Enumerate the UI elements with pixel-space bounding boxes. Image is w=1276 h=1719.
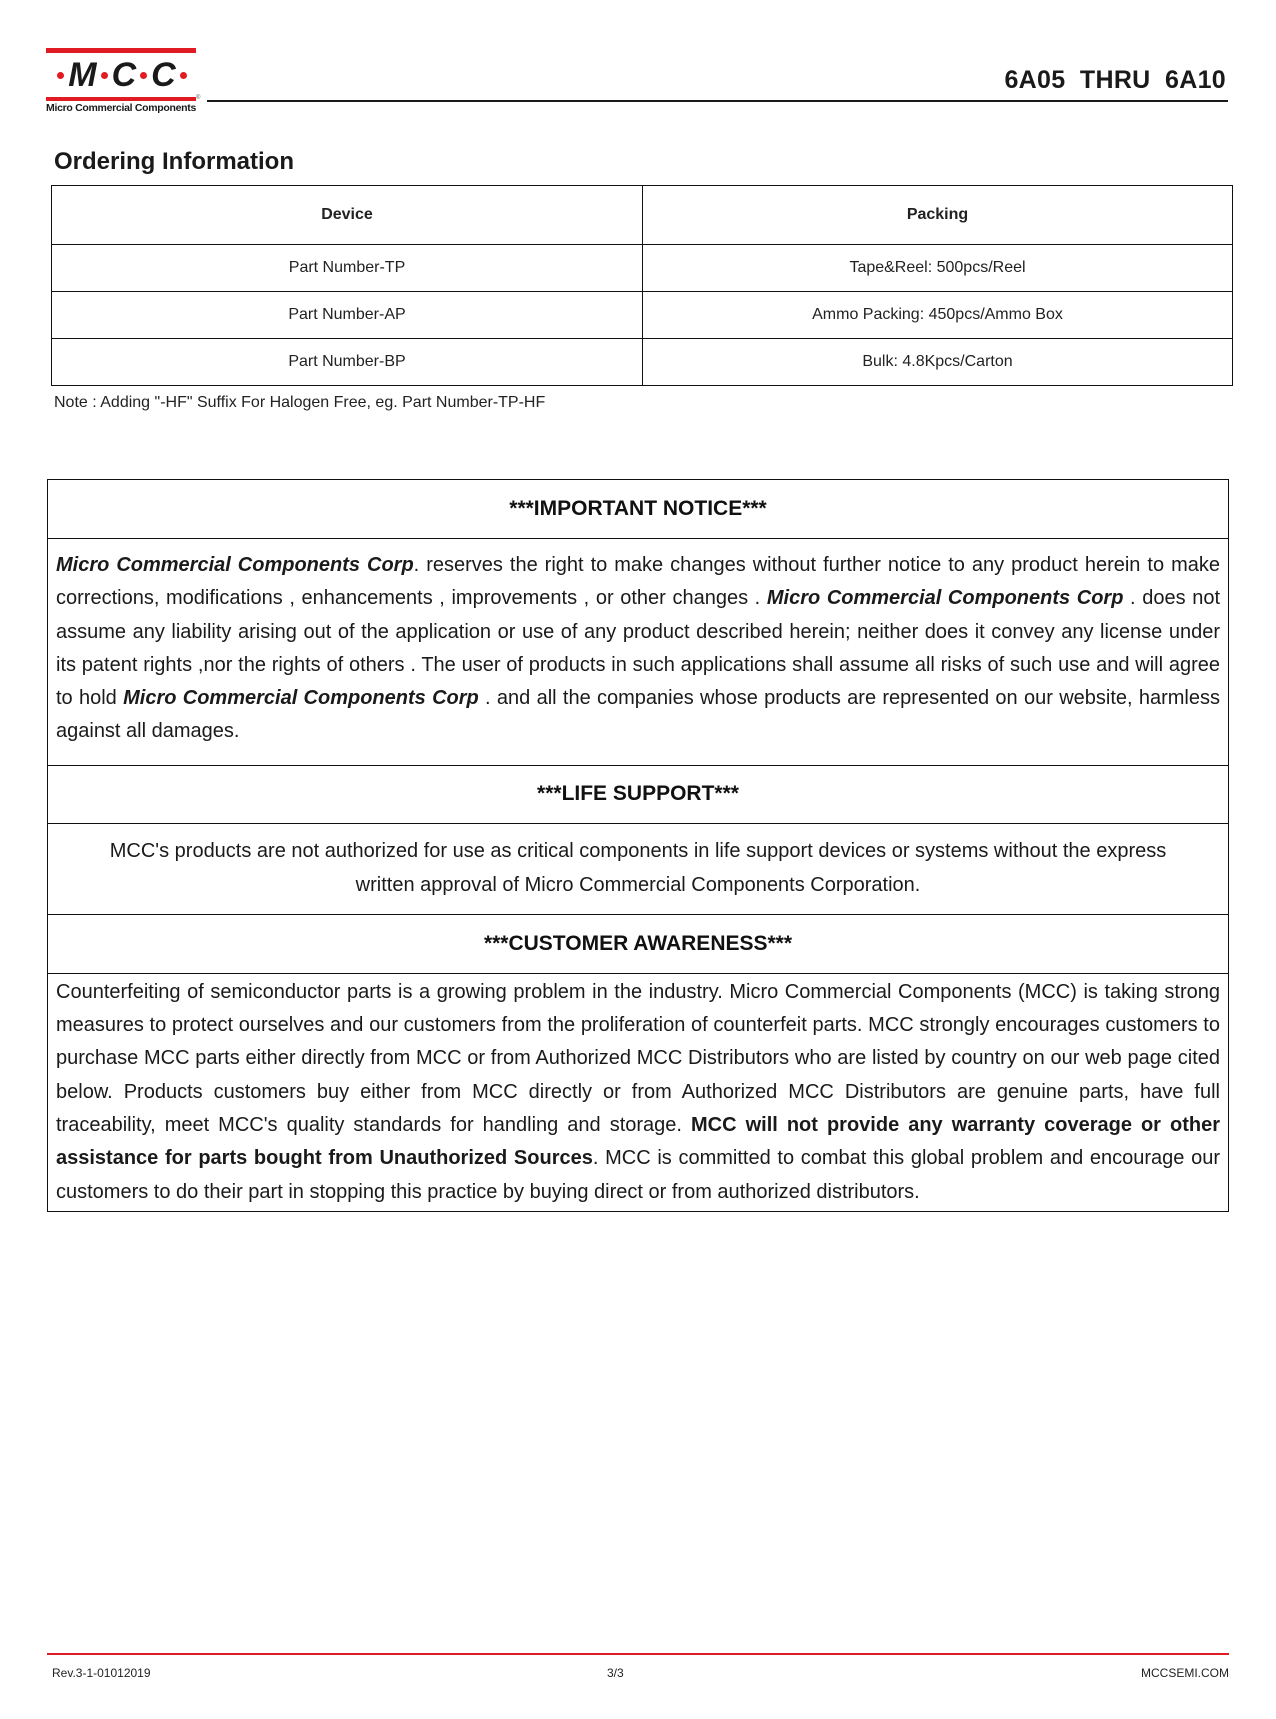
mcc-logo — [46, 48, 200, 114]
device-cell: Part Number-TP — [52, 245, 643, 292]
notice-text-segment: . and all the companies whose products are represented on our website, harmless against all damages. — [56, 687, 1221, 743]
customer-awareness-text — [48, 974, 1228, 1211]
section-title-ordering: Ordering Information — [54, 148, 294, 175]
logo-subtitle: Micro Commercial Components — [46, 102, 197, 114]
logo-dot — [101, 72, 108, 79]
notice-box — [47, 479, 1229, 1212]
website-label: MCCSEMI.COM — [1141, 1666, 1229, 1680]
logo-dot — [140, 72, 147, 79]
revision-label: Rev.3-1-01012019 — [52, 1666, 151, 1680]
table-header-row — [52, 186, 1233, 245]
registered-mark: ® — [196, 95, 201, 101]
column-header-packing: Packing — [643, 186, 1233, 245]
logo-bottom-bar — [46, 97, 196, 101]
table-row — [52, 245, 1233, 292]
header-rule — [207, 100, 1228, 102]
logo-letter: C — [151, 56, 176, 94]
packing-cell: Bulk: 4.8Kpcs/Carton — [643, 339, 1233, 386]
company-name-emphasis: Micro Commercial Components Corp — [56, 554, 414, 576]
table-row — [52, 339, 1233, 386]
logo-letter: C — [111, 56, 137, 94]
life-support-heading: ***LIFE SUPPORT*** — [48, 765, 1228, 824]
footer-rule — [47, 1653, 1229, 1655]
notice-text-segment: . reserves the right to make changes without further notice to any product herein to make corrections, modifications , enhancements , improvements , or other changes . — [56, 554, 1220, 610]
customer-awareness-heading: ***CUSTOMER AWARENESS*** — [48, 915, 1228, 974]
packing-cell: Tape&Reel: 500pcs/Reel — [643, 245, 1233, 292]
logo-dot — [180, 72, 187, 79]
awareness-text-segment: Counterfeiting of semiconductor parts is a growing problem in the industry. Micro Commercial Components (MCC) is taking strong measures to protect ourselves and our customers from the proliferation of counterfeit parts. MCC strongly encourages customers to purchase MCC parts either directly from MCC or from Authorized MCC Distributors who are listed by country on our web page cited below. Products customers buy either from MCC directly or from Authorized MCC Distributors are genuine parts, have full traceability, meet MCC's quality standards for handling and storage. — [56, 980, 1220, 1136]
logo-letter: M — [68, 56, 97, 94]
packing-cell: Ammo Packing: 450pcs/Ammo Box — [643, 292, 1233, 339]
important-notice-heading: ***IMPORTANT NOTICE*** — [48, 480, 1228, 539]
notice-text-segment: . does not assume any liability arising out of the application or use of any product described herein; neither does it convey any license under its patent rights ,nor the rights of others . The user of products in such applications shall assume all risks of such use and will agree to hold — [56, 587, 1220, 710]
device-cell: Part Number-AP — [52, 292, 643, 339]
warranty-warning-emphasis: MCC will not provide any warranty coverage or other assistance for parts bought from Unauthorized Sources — [56, 1113, 1220, 1170]
column-header-device: Device — [52, 186, 643, 245]
logo-mark — [48, 56, 196, 94]
part-range-title: 6A05 THRU 6A10 — [1004, 66, 1226, 94]
company-name-emphasis: Micro Commercial Components Corp — [123, 687, 479, 710]
ordering-table — [51, 185, 1233, 386]
page-number: 3/3 — [607, 1666, 624, 1680]
table-row — [52, 292, 1233, 339]
life-support-text: MCC's products are not authorized for use as critical components in life support devices or systems without the express written approval of Micro Commercial Components Corporation. — [48, 824, 1228, 915]
awareness-text-segment: . MCC is committed to combat this global problem and encourage our customers to do their part in stopping this practice by buying direct or from authorized distributors. — [56, 1147, 1220, 1203]
important-notice-text — [48, 539, 1228, 765]
logo-dot — [57, 72, 64, 79]
halogen-free-note: Note : Adding "-HF" Suffix For Halogen Free, eg. Part Number-TP-HF — [54, 394, 546, 411]
company-name-emphasis: Micro Commercial Components Corp — [766, 587, 1124, 610]
logo-top-bar — [46, 48, 196, 53]
device-cell: Part Number-BP — [52, 339, 643, 386]
